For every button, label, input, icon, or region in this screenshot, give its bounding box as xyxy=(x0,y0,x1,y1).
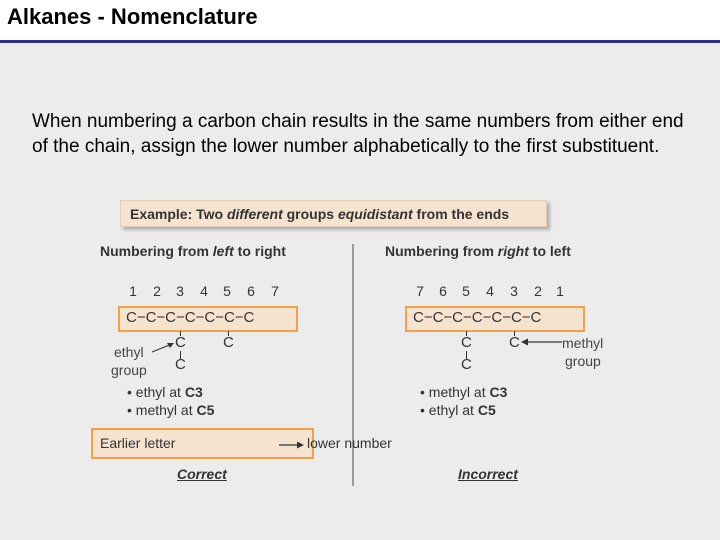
bullet-text: • methyl at xyxy=(420,384,490,400)
slide-title: Alkanes - Nomenclature xyxy=(7,4,258,29)
example-italic-different: different xyxy=(226,206,283,222)
left-carbon-chain: C−C−C−C−C−C−C xyxy=(126,309,255,326)
ethyl-label-line2: group xyxy=(111,362,147,378)
carbon-number: 5 xyxy=(462,283,470,299)
left-substituent-carbon: C xyxy=(175,356,186,373)
example-italic-equidistant: equidistant xyxy=(337,206,413,222)
carbon-number: 4 xyxy=(200,283,208,299)
right-carbon-chain: C−C−C−C−C−C−C xyxy=(413,309,542,326)
right-panel-heading xyxy=(385,243,571,259)
carbon-number: 2 xyxy=(153,283,161,299)
right-bullet-list xyxy=(420,383,507,419)
example-middle: groups xyxy=(282,206,338,222)
carbon-number: 1 xyxy=(129,283,137,299)
methyl-group-label xyxy=(562,334,603,370)
bullet-position: C3 xyxy=(184,384,203,400)
example-banner xyxy=(120,200,547,227)
rule-right-text: lower number xyxy=(307,435,392,451)
right-substituent-carbon: C xyxy=(461,356,472,373)
carbon-number: 2 xyxy=(534,283,542,299)
carbon-number: 5 xyxy=(223,283,231,299)
right-substituent-carbon: C xyxy=(461,334,472,351)
left-bullet-list xyxy=(127,383,214,419)
methyl-label-line2: group xyxy=(565,353,601,369)
right-heading-suffix: to left xyxy=(528,243,571,259)
left-heading-italic: left xyxy=(212,243,234,259)
list-item xyxy=(127,383,214,401)
arrow-icon xyxy=(150,340,176,356)
example-suffix: from the ends xyxy=(412,206,510,222)
incorrect-label: Incorrect xyxy=(458,466,518,482)
carbon-number: 6 xyxy=(247,283,255,299)
left-heading-prefix: Numbering from xyxy=(100,243,213,259)
bullet-position: C5 xyxy=(196,402,215,418)
methyl-label-line1: methyl xyxy=(562,335,604,351)
carbon-number: 1 xyxy=(556,283,564,299)
left-heading-suffix: to right xyxy=(233,243,286,259)
carbon-number: 3 xyxy=(510,283,518,299)
left-panel-heading xyxy=(100,243,286,259)
carbon-number: 3 xyxy=(176,283,184,299)
list-item xyxy=(127,401,214,419)
arrow-left-icon xyxy=(520,337,564,347)
left-carbon-numbers xyxy=(125,283,295,301)
bullet-text: • ethyl at xyxy=(127,384,185,400)
right-heading-prefix: Numbering from xyxy=(385,243,498,259)
left-substituent-carbon: C xyxy=(175,334,186,351)
bullet-text: • methyl at xyxy=(127,402,197,418)
body-paragraph: When numbering a carbon chain results in the same numbers from either end of the chain, assign the lower number alphabetically to the first substituent. xyxy=(32,111,684,157)
carbon-number: 6 xyxy=(439,283,447,299)
list-item xyxy=(420,383,507,401)
right-substituent-carbon: C xyxy=(509,334,520,351)
carbon-number: 4 xyxy=(486,283,494,299)
bullet-text: • ethyl at xyxy=(420,402,478,418)
right-carbon-numbers xyxy=(412,283,582,301)
bullet-position: C3 xyxy=(489,384,508,400)
example-prefix: Example: Two xyxy=(130,206,227,222)
ethyl-group-label xyxy=(111,343,147,379)
ethyl-label-line1: ethyl xyxy=(114,344,144,360)
right-heading-italic: right xyxy=(497,243,529,259)
carbon-number: 7 xyxy=(416,283,424,299)
arrow-right-icon xyxy=(279,441,305,449)
bullet-position: C5 xyxy=(477,402,496,418)
rule-left-text: Earlier letter xyxy=(100,435,176,451)
correct-label: Correct xyxy=(177,466,227,482)
list-item xyxy=(420,401,507,419)
rule-highlight-box xyxy=(91,428,392,459)
left-substituent-carbon: C xyxy=(223,334,234,351)
carbon-number: 7 xyxy=(271,283,279,299)
